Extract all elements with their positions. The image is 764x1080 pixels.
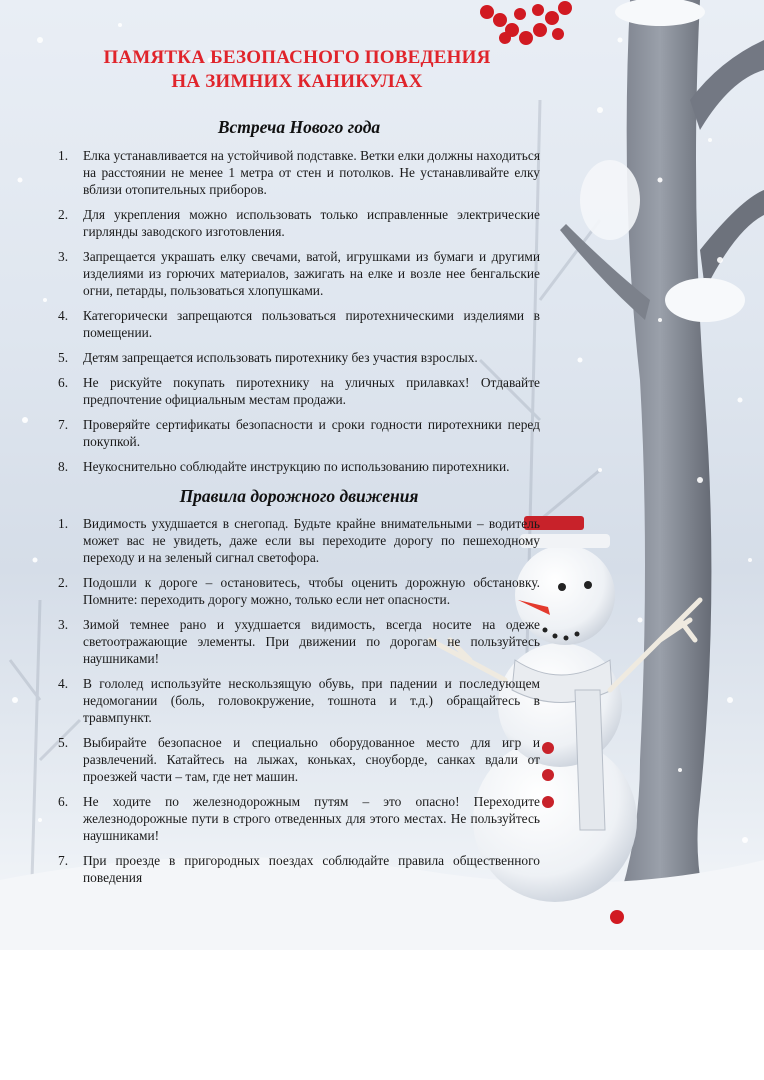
list-item: 2. Для укрепления можно использовать только исправленные электрические гирлянды заводского изготовления. [58,207,540,239]
list-item: 3. Зимой темнее рано и ухудшается видимость, всегда носите на одеже светоотражающие элементы. При движении по дорогам не пользуйтесь наушниками! [58,617,540,666]
page-title [58,46,536,94]
list-item: 8. Неукоснительно соблюдайте инструкцию по использованию пиротехники. [58,459,510,474]
traffic-rules-list [58,515,540,886]
new-year-rules-list [58,147,540,475]
list-item: 5. Выбирайте безопасное и специально оборудованное место для игр и развлечений. Катайтесь на лыжах, коньках, сноуборде, санках вдали от проезжей части – там, где нет машин. [58,735,540,784]
list-item: 7. При проезде в пригородных поездах соблюдайте правила общественного поведения [58,853,540,885]
list-item: 2. Подошли к дороге – остановитесь, чтобы оценить дорожную обстановку. Помните: переходить дорогу можно, только если нет опасности. [58,575,540,607]
page-bottom-margin [0,950,764,1080]
list-item: 1. Видимость ухудшается в снегопад. Будьте крайне внимательными – водитель может вас не увидеть, даже если вы переходите дорогу по пешеходному переходу и на зеленый сигнал светофора. [58,516,540,565]
title-line-2: НА ЗИМНИХ КАНИКУЛАХ [171,71,423,92]
list-item: 4. Категорически запрещаются пользоваться пиротехническими изделиями в помещении. [58,308,540,340]
section-heading-traffic: Правила дорожного движения [179,486,419,506]
list-item: 6. Не ходите по железнодорожным путям – это опасно! Переходите железнодорожные пути в строго отведенных для этого местах. Не пользуйтесь наушниками! [58,794,540,843]
memo-content [58,46,540,894]
list-item: 6. Не рискуйте покупать пиротехнику на уличных прилавках! Отдавайте предпочтение официальным местам продажи. [58,375,540,407]
section-heading-new-year: Встреча Нового года [217,117,381,137]
list-item: 4. В гололед используйте нескользящую обувь, при падении и последующем недомогании (боль, головокружение, тошнота и т.д.) обращайтесь в травмпункт. [58,676,540,725]
list-item: 5. Детям запрещается использовать пиротехнику без участия взрослых. [58,350,478,365]
list-item: 3. Запрещается украшать елку свечами, ватой, игрушками из бумаги и другими изделиями из горючих материалов, зажигать на елке и возле нее бенгальские огни, петарды, пользоваться хлопушками. [58,249,540,298]
list-item: 7. Проверяйте сертификаты безопасности и сроки годности пиротехники перед покупкой. [58,417,540,449]
rowan-berries-icon [480,1,572,45]
list-item: 1. Елка устанавливается на устойчивой подставке. Ветки елки должны находиться на расстоянии не менее 1 метра от стен и потолков. Не устанавливайте елку вблизи отопительных приборов. [58,148,540,197]
berry-dot [610,910,624,924]
title-line-1: ПАМЯТКА БЕЗОПАСНОГО ПОВЕДЕНИЯ [103,47,491,68]
